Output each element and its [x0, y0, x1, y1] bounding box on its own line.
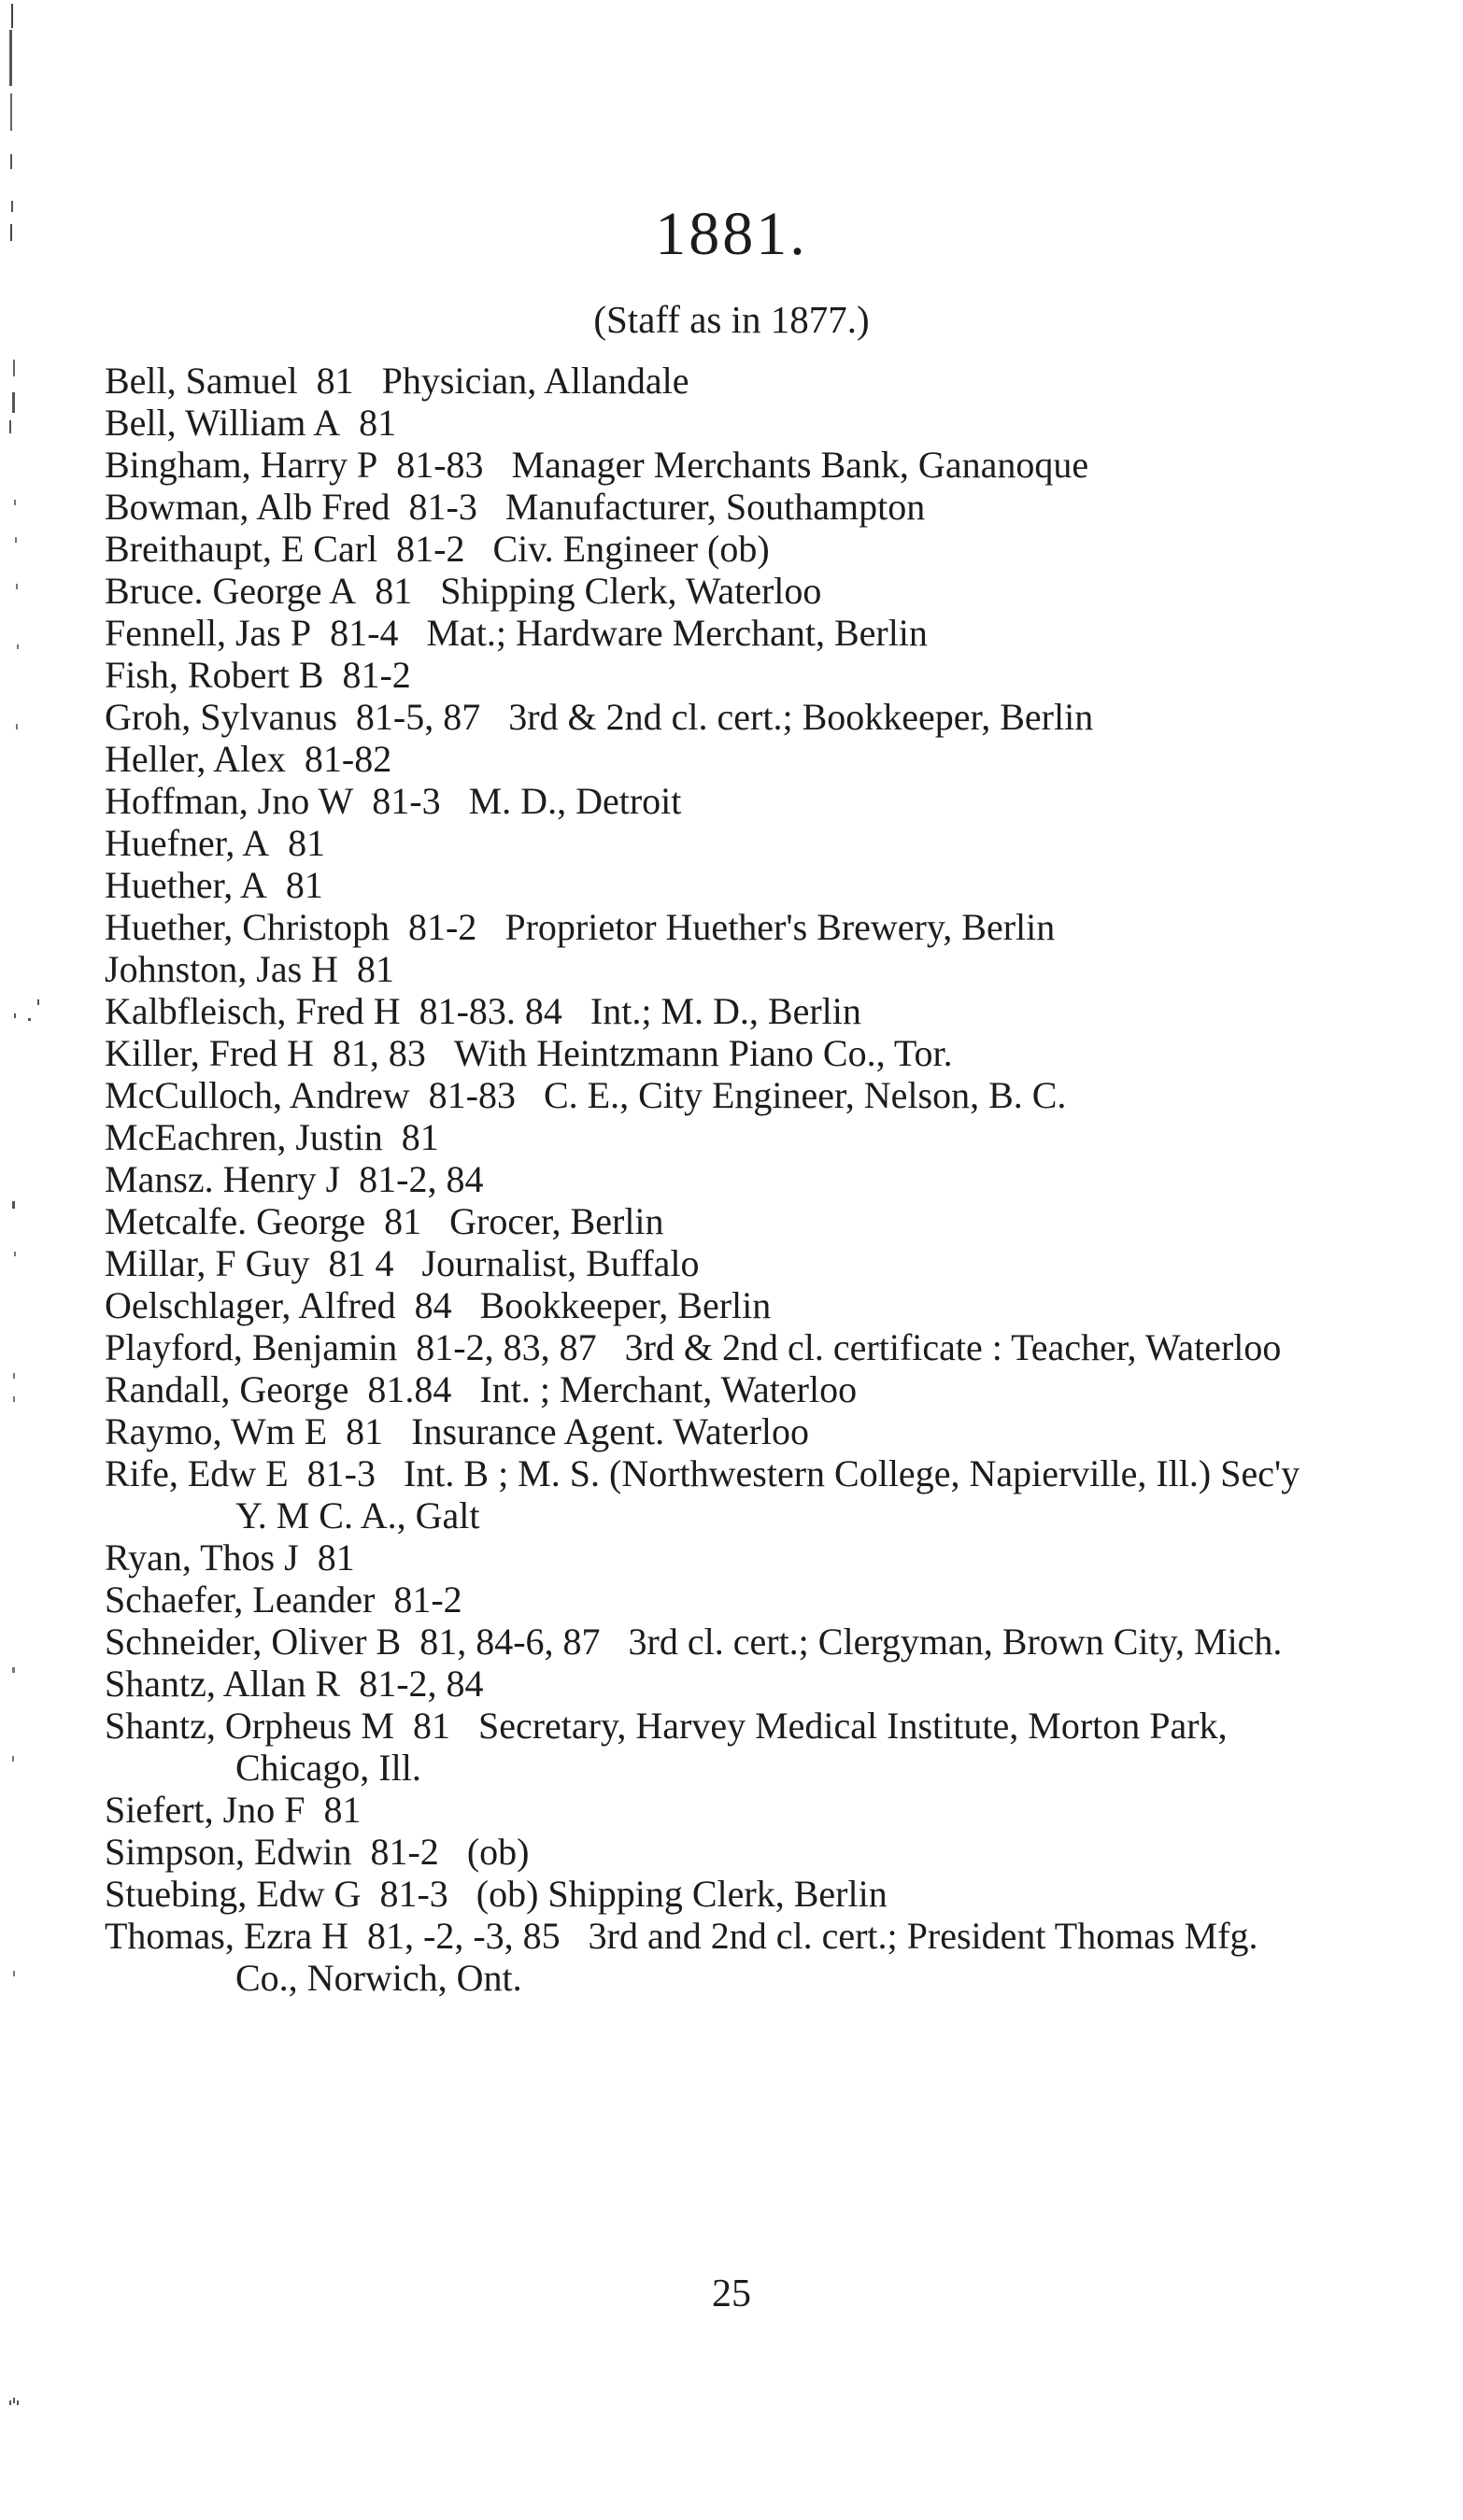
list-item — [105, 1452, 1319, 1536]
entry-note: 3rd & 2nd cl. certificate : Teacher, Waterloo — [624, 1326, 1282, 1368]
entry-note: Bookkeeper, Berlin — [479, 1284, 772, 1326]
list-item — [105, 486, 1319, 528]
entry-name: Groh, Sylvanus — [105, 696, 337, 738]
entry-note: 3rd & 2nd cl. cert.; Bookkeeper, Berlin — [508, 696, 1094, 738]
entry-name: Metcalfe. George — [105, 1200, 366, 1242]
entry-name: McCulloch, Andrew — [105, 1074, 410, 1116]
entry-list — [105, 360, 1319, 1999]
list-item — [105, 402, 1319, 444]
entry-name: Thomas, Ezra H — [105, 1915, 349, 1957]
entry-years: 81 — [316, 360, 354, 402]
list-item — [105, 864, 1319, 906]
entry-years: 81-2 — [342, 654, 411, 696]
entry-name: Kalbfleisch, Fred H — [105, 990, 401, 1032]
entry-note: Journalist, Buffalo — [421, 1242, 700, 1284]
entry-name: Schaefer, Leander — [105, 1579, 376, 1621]
list-item — [105, 1284, 1319, 1326]
list-item — [105, 654, 1319, 696]
entry-years: 81 — [357, 948, 395, 990]
entry-note: C. E., City Engineer, Nelson, B. C. — [543, 1074, 1067, 1116]
entry-name: Huether, A — [105, 864, 267, 906]
entry-name: Fish, Robert B — [105, 654, 324, 696]
list-item — [105, 612, 1319, 654]
entry-note: 3rd and 2nd cl. cert.; President Thomas Mfg. Co., Norwich, Ont. — [235, 1915, 1258, 1999]
entry-note: Mat.; Hardware Merchant, Berlin — [426, 612, 928, 654]
list-item — [105, 696, 1319, 738]
entry-name: Schneider, Oliver B — [105, 1621, 402, 1663]
entry-note: Insurance Agent. Waterloo — [411, 1410, 810, 1452]
list-item — [105, 444, 1319, 486]
entry-name: Randall, George — [105, 1368, 349, 1410]
entry-years: 81.84 — [367, 1368, 452, 1410]
entry-years: 81-3 — [379, 1873, 448, 1915]
list-item — [105, 948, 1319, 990]
page-heading-year: 1881. — [655, 200, 808, 268]
list-item — [105, 1705, 1319, 1789]
entry-years: 81-3 — [306, 1452, 376, 1494]
entry-name: Johnston, Jas H — [105, 948, 339, 990]
entry-years: 81 — [285, 864, 323, 906]
entry-name: Simpson, Edwin — [105, 1831, 352, 1873]
list-item — [105, 1410, 1319, 1452]
entry-note: Int.; M. D., Berlin — [589, 990, 861, 1032]
entry-name: Heller, Alex — [105, 738, 286, 780]
list-item — [105, 738, 1319, 780]
entry-years: 81-4 — [330, 612, 399, 654]
entry-note: 3rd cl. cert.; Clergyman, Brown City, Mich. — [628, 1621, 1283, 1663]
list-item — [105, 570, 1319, 612]
list-item — [105, 1158, 1319, 1200]
entry-years: 81, -2, -3, 85 — [367, 1915, 561, 1957]
entry-name: Fennell, Jas P — [105, 612, 312, 654]
entry-note: Physician, Allandale — [381, 360, 689, 402]
entry-note: Shipping Clerk, Waterloo — [440, 570, 822, 612]
entry-years: 81-2 — [408, 906, 477, 948]
list-item — [105, 1831, 1319, 1873]
entry-years: 81 — [323, 1789, 362, 1831]
entry-name: Huether, Christoph — [105, 906, 391, 948]
entry-years: 81, 84-6, 87 — [419, 1621, 601, 1663]
entry-years: 81-2, 84 — [359, 1663, 484, 1705]
entry-years: 81-83 — [428, 1074, 516, 1116]
list-item — [105, 822, 1319, 864]
list-item — [105, 990, 1319, 1032]
entry-name: Breithaupt, E Carl — [105, 528, 378, 570]
entry-years: 81 — [346, 1410, 384, 1452]
entry-years: 81-2, 83, 87 — [416, 1326, 597, 1368]
list-item — [105, 906, 1319, 948]
entry-name: Siefert, Jno F — [105, 1789, 305, 1831]
entry-name: Hoffman, Jno W — [105, 780, 354, 822]
entry-years: 81 — [317, 1536, 355, 1579]
entry-years: 81-82 — [304, 738, 392, 780]
entry-years: 81-83. 84 — [419, 990, 562, 1032]
entry-note: Int. ; Merchant, Waterloo — [479, 1368, 858, 1410]
entry-years: 81 — [412, 1705, 450, 1747]
entry-name: Shantz, Orpheus M — [105, 1705, 394, 1747]
entry-years: 81 — [401, 1116, 439, 1158]
entry-years: 81-3 — [408, 486, 477, 528]
entry-name: Mansz. Henry J — [105, 1158, 341, 1200]
list-item — [105, 1873, 1319, 1915]
entry-name: Bell, William A — [105, 402, 341, 444]
entry-note: (ob) — [466, 1831, 530, 1873]
entry-note: Int. B ; M. S. (Northwestern College, Napierville, Ill.) Sec'y Y. M C. A., Galt — [235, 1452, 1300, 1536]
list-item — [105, 1789, 1319, 1831]
list-item — [105, 1663, 1319, 1705]
entry-years: 81 — [384, 1200, 422, 1242]
entry-years: 84 — [414, 1284, 452, 1326]
list-item — [105, 1074, 1319, 1116]
entry-years: 81 — [288, 822, 326, 864]
entry-years: 81 — [375, 570, 413, 612]
entry-name: Bell, Samuel — [105, 360, 298, 402]
page-subtitle: (Staff as in 1877.) — [593, 298, 870, 341]
entry-years: 81-2 — [396, 528, 465, 570]
entry-name: Bruce. George A — [105, 570, 357, 612]
entry-years: 81-2 — [393, 1579, 462, 1621]
entry-years: 81, 83 — [332, 1032, 426, 1074]
entry-name: Playford, Benjamin — [105, 1326, 398, 1368]
list-item — [105, 1536, 1319, 1579]
entry-name: Bingham, Harry P — [105, 444, 378, 486]
list-item — [105, 1242, 1319, 1284]
entry-name: Huefner, A — [105, 822, 270, 864]
list-item — [105, 1915, 1319, 1999]
entry-name: Stuebing, Edw G — [105, 1873, 362, 1915]
list-item — [105, 1032, 1319, 1074]
entry-years: 81-5, 87 — [355, 696, 481, 738]
list-item — [105, 1621, 1319, 1663]
entry-note: Manager Merchants Bank, Gananoque — [511, 444, 1089, 486]
list-item — [105, 1200, 1319, 1242]
entry-note: Proprietor Huether's Brewery, Berlin — [504, 906, 1056, 948]
list-item — [105, 1368, 1319, 1410]
entry-name: Shantz, Allan R — [105, 1663, 341, 1705]
margin-specks — [0, 0, 56, 2520]
entry-name: Millar, F Guy — [105, 1242, 310, 1284]
list-item — [105, 780, 1319, 822]
entry-name: Killer, Fred H — [105, 1032, 314, 1074]
entry-years: 81-2 — [370, 1831, 439, 1873]
entry-years: 81-2, 84 — [359, 1158, 484, 1200]
list-item — [105, 360, 1319, 402]
page-number: 25 — [712, 2272, 751, 2315]
entry-note: Civ. Engineer (ob) — [492, 528, 770, 570]
list-item — [105, 1326, 1319, 1368]
entry-name: Rife, Edw E — [105, 1452, 289, 1494]
entry-years: 81 — [359, 402, 397, 444]
list-item — [105, 1116, 1319, 1158]
entry-name: McEachren, Justin — [105, 1116, 383, 1158]
entry-years: 81 4 — [328, 1242, 394, 1284]
entry-note: Secretary, Harvey Medical Institute, Morton Park, Chicago, Ill. — [235, 1705, 1228, 1789]
entry-note: Manufacturer, Southampton — [504, 486, 926, 528]
entry-name: Raymo, Wm E — [105, 1410, 328, 1452]
entry-note: M. D., Detroit — [468, 780, 682, 822]
list-item — [105, 1579, 1319, 1621]
entry-name: Ryan, Thos J — [105, 1536, 299, 1579]
entry-note: Grocer, Berlin — [449, 1200, 664, 1242]
entry-name: Oelschlager, Alfred — [105, 1284, 396, 1326]
entry-years: 81-3 — [372, 780, 441, 822]
entry-years: 81-83 — [396, 444, 484, 486]
entry-note: With Heintzmann Piano Co., Tor. — [453, 1032, 953, 1074]
list-item — [105, 528, 1319, 570]
entry-name: Bowman, Alb Fred — [105, 486, 391, 528]
entry-note: (ob) Shipping Clerk, Berlin — [476, 1873, 888, 1915]
